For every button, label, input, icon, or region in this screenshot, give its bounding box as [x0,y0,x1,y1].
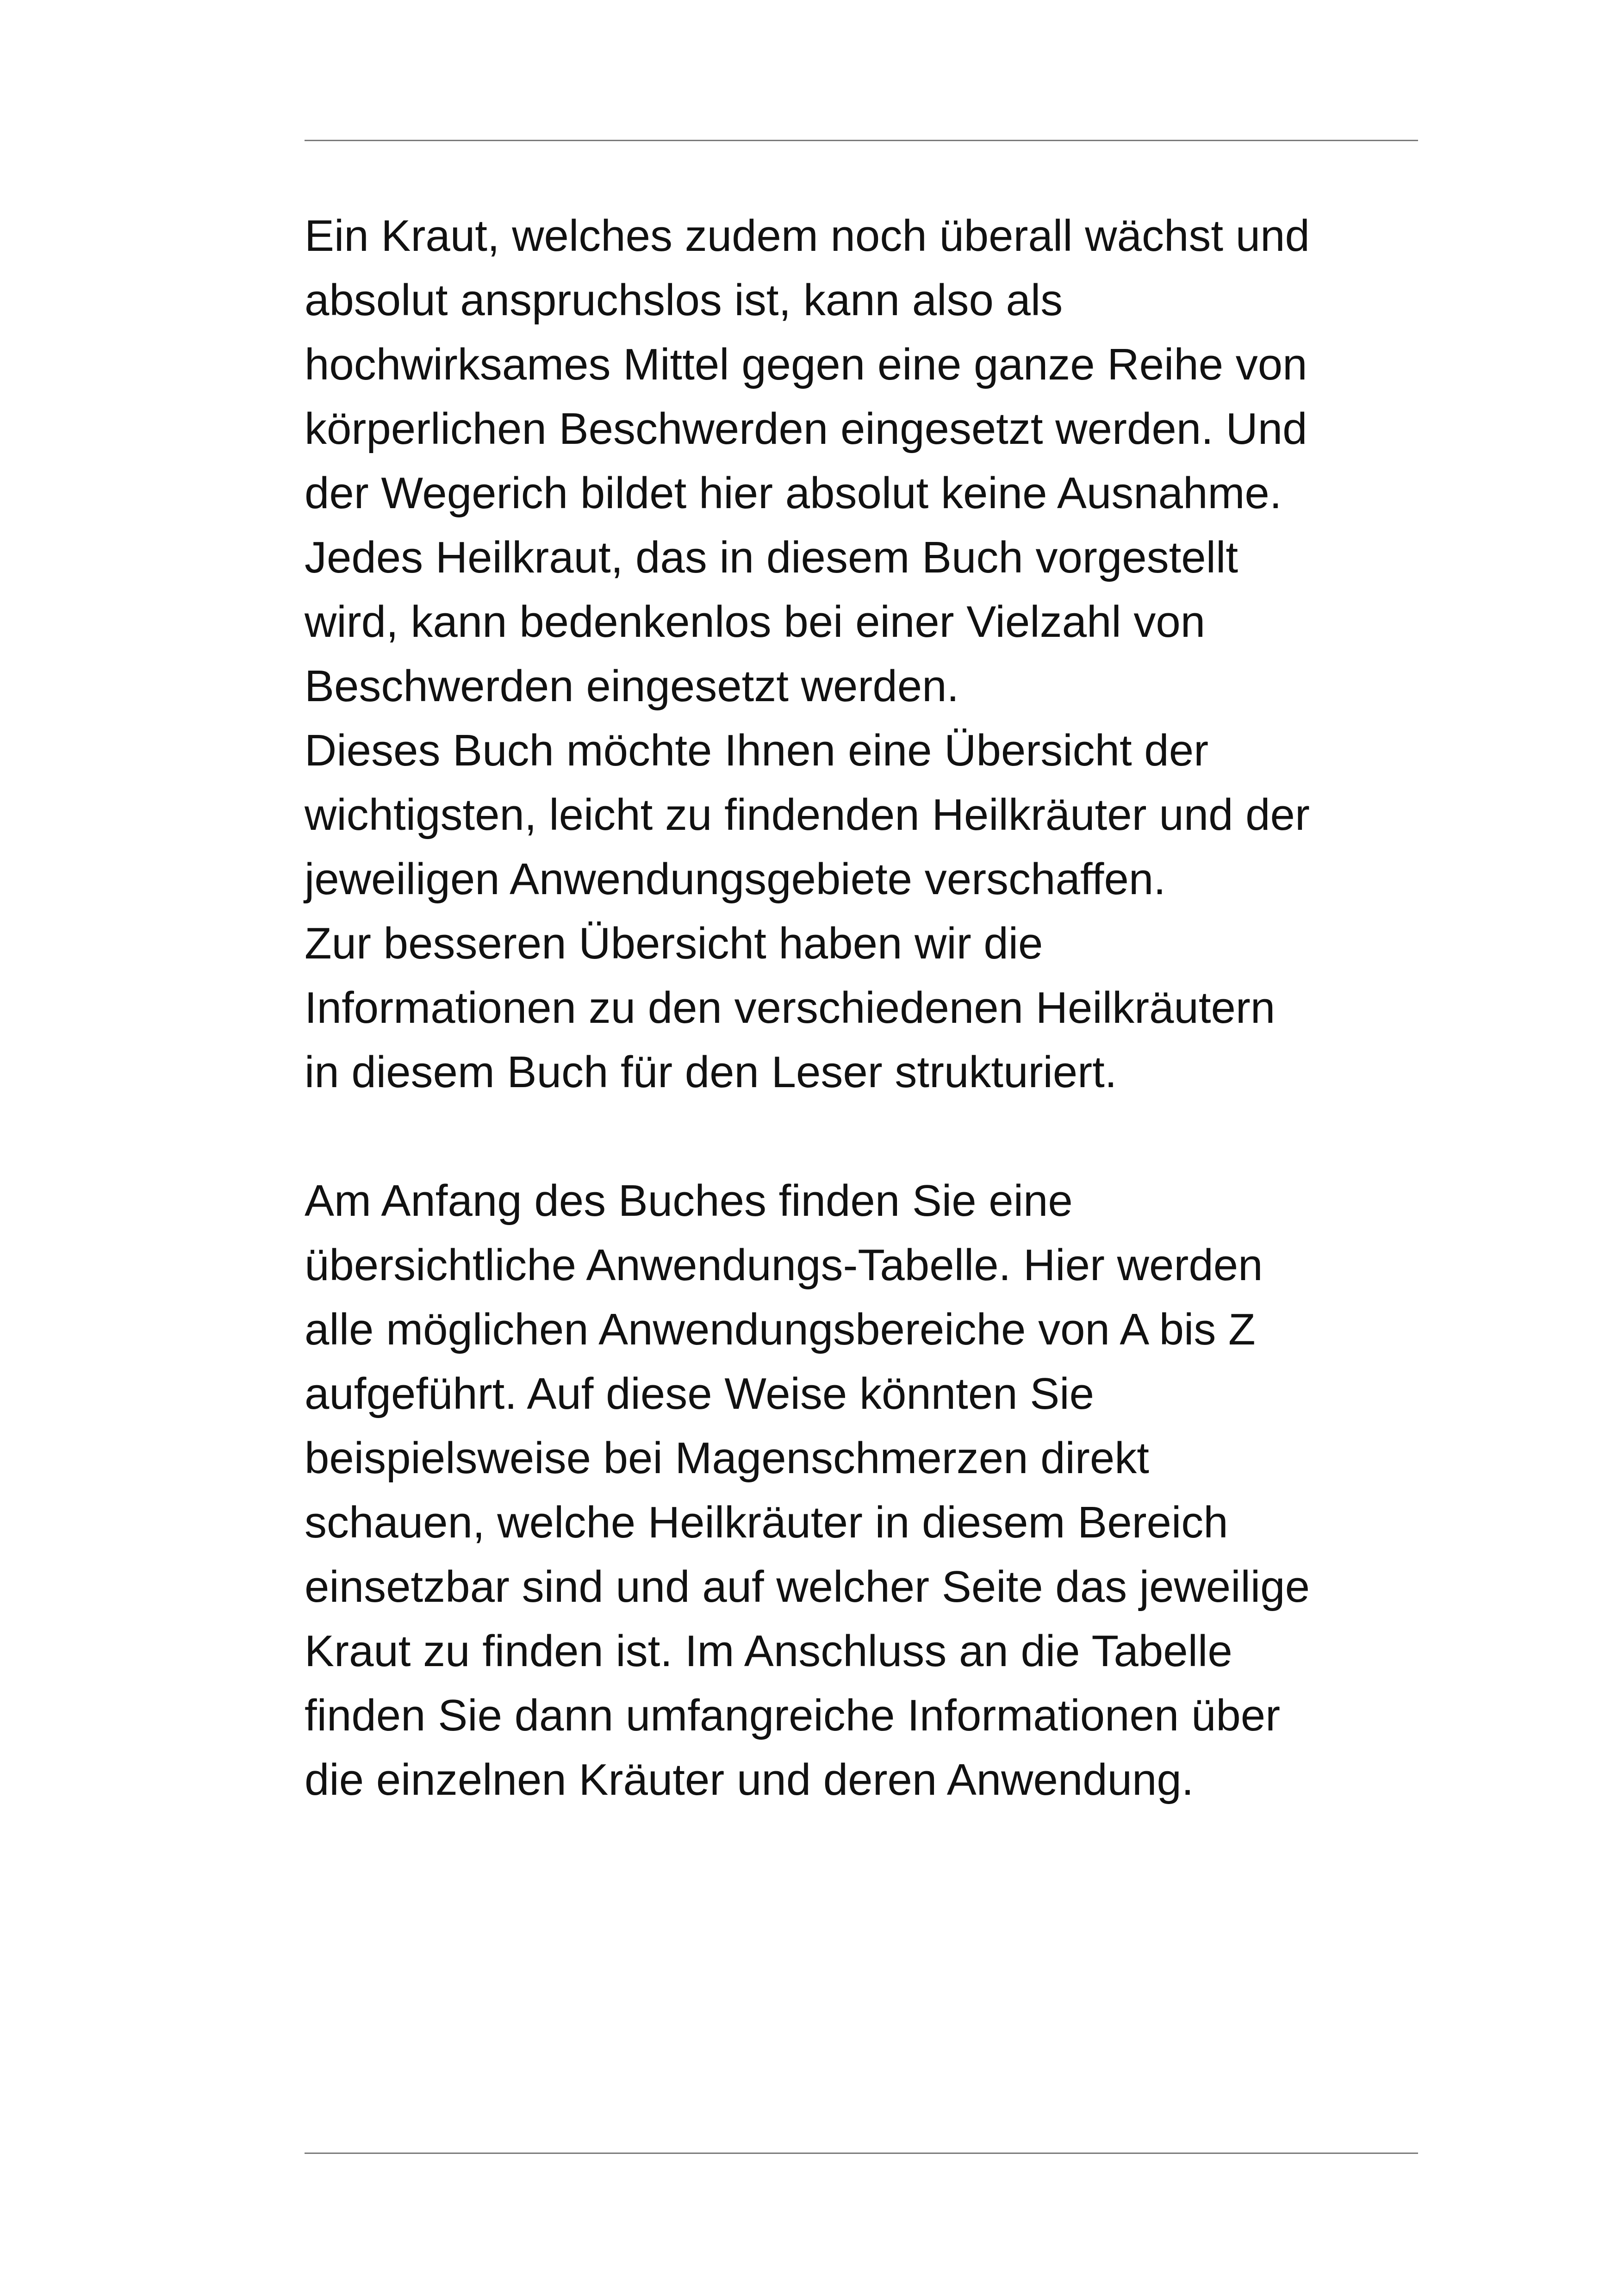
text-line: Zur besseren Übersicht haben wir die [305,919,1043,968]
header-rule [305,140,1418,141]
text-line: der Wegerich bildet hier absolut keine Ausnahme. [305,468,1282,518]
text-line: hochwirksames Mittel gegen eine ganze Reihe von [305,340,1307,389]
text-line: finden Sie dann umfangreiche Informationen über [305,1691,1281,1740]
footer-rule [305,2153,1418,2154]
text-line: die einzelnen Kräuter und deren Anwendung. [305,1755,1194,1804]
text-line: schauen, welche Heilkräuter in diesem Bereich [305,1498,1228,1547]
text-line: Am Anfang des Buches finden Sie eine [305,1176,1073,1226]
text-line: Beschwerden eingesetzt werden. [305,661,959,711]
text-line: aufgeführt. Auf diese Weise könnten Sie [305,1369,1095,1419]
text-line: absolut anspruchslos ist, kann also als [305,275,1063,325]
text-line: übersichtliche Anwendungs-Tabelle. Hier werden [305,1240,1263,1290]
paragraph-gap [305,1104,1425,1169]
text-line: wichtigsten, leicht zu findenden Heilkräuter und der [305,790,1310,840]
text-line: wird, kann bedenkenlos bei einer Vielzahl von [305,597,1206,647]
text-line: einsetzbar sind und auf welcher Seite das jeweilige [305,1562,1310,1612]
paragraph-2 [305,1169,1425,1812]
text-line: alle möglichen Anwendungsbereiche von A bis Z [305,1305,1256,1354]
body-text [305,204,1425,1812]
text-line: körperlichen Beschwerden eingesetzt werden. Und [305,404,1307,454]
text-line: in diesem Buch für den Leser strukturiert. [305,1047,1117,1097]
text-line: Kraut zu finden ist. Im Anschluss an die Tabelle [305,1626,1232,1676]
text-line: Dieses Buch möchte Ihnen eine Übersicht der [305,726,1209,775]
paragraph-1 [305,204,1425,1104]
text-line: Informationen zu den verschiedenen Heilkräutern [305,983,1276,1033]
text-line: jeweiligen Anwendungsgebiete verschaffen. [305,854,1166,904]
text-line: beispielsweise bei Magenschmerzen direkt [305,1433,1149,1483]
text-line: Jedes Heilkraut, das in diesem Buch vorgestellt [305,533,1238,582]
text-line: Ein Kraut, welches zudem noch überall wächst und [305,211,1310,261]
